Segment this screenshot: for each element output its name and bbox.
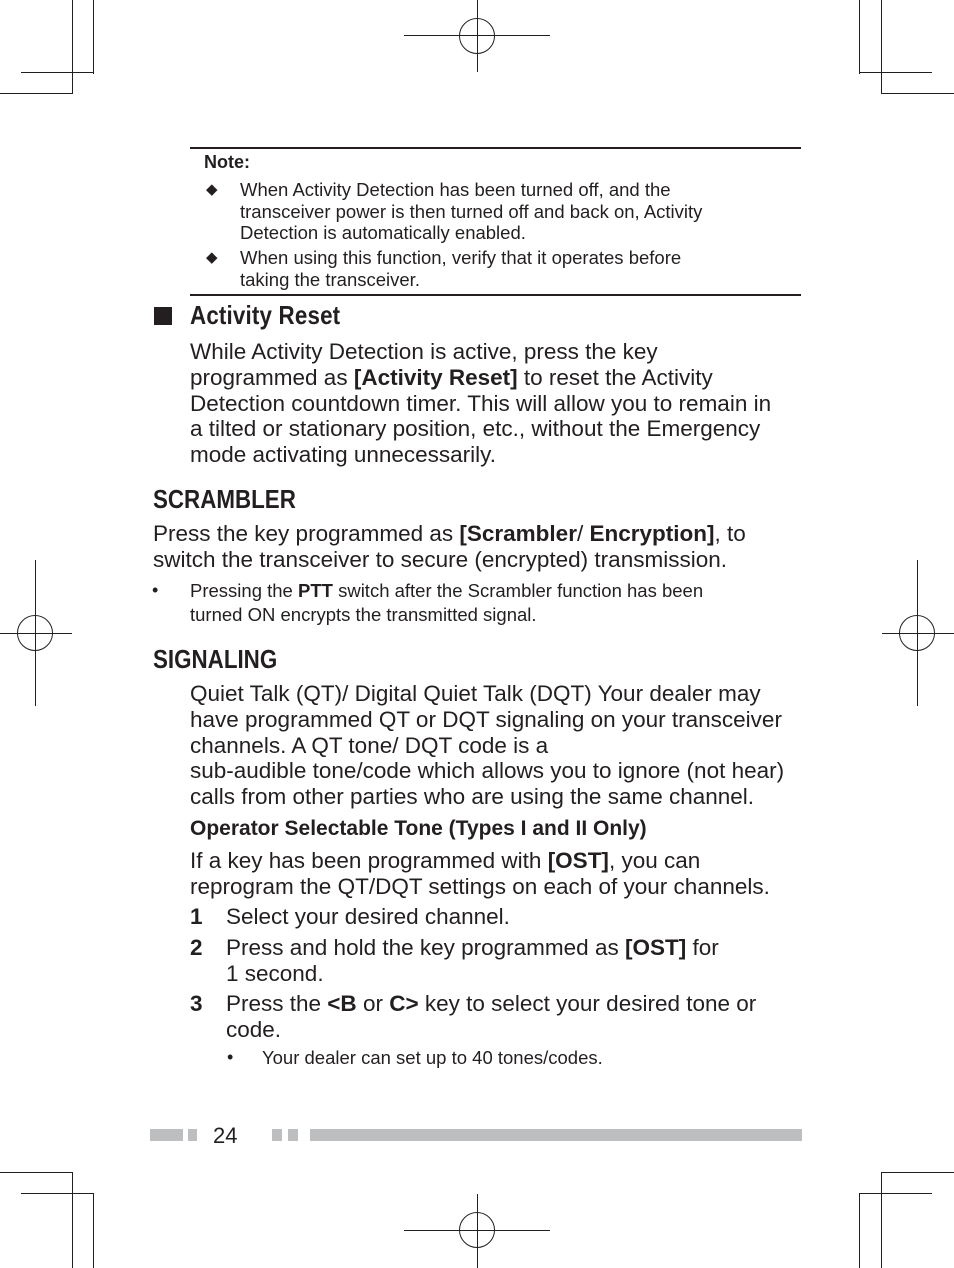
footer-bar [310,1129,802,1141]
ptt-key: PTT [297,580,333,601]
step-number: 1 [190,904,203,929]
bullet-icon: • [227,1047,234,1067]
step-text: Press and hold the key programmed as [OST] for 1 second. [226,935,719,986]
activity-reset-heading: Activity Reset [190,300,341,330]
diamond-bullet-icon: ◆ [206,181,218,198]
b-key: <B [327,991,357,1016]
scrambler-paragraph: Press the key programmed as [Scrambler/ Encryption], to switch the transceiver to secure (encrypted) transmission. [153,521,746,572]
activity-reset-key: [Activity Reset] [353,364,518,390]
scrambler-note: Pressing the PTT switch after the Scrambler function has been turned ON encrypts the transmitted signal. [190,580,704,625]
activity-reset-paragraph: While Activity Detection is active, press the key programmed as [Activity Reset] to reset the Activity Detection countdown timer. This will allow you to remain in a tilted or stationary position, etc., without the Emergency mode activating unnecessarily. [190,339,772,468]
step-number: 3 [190,991,203,1016]
step-note: Your dealer can set up to 40 tones/codes. [262,1047,603,1068]
note-item-text: When Activity Detection has been turned off, and the transceiver power is then turned off and back on, Activity Detection is automatically enabled. [240,179,703,243]
footer-bar-segment [188,1129,197,1141]
scrambler-heading: SCRAMBLER [153,484,296,514]
step-number: 2 [190,935,203,960]
bullet-icon: • [152,580,159,600]
step-text: Press the <B or C> key to select your desired tone or code. [226,991,757,1042]
step-text: Select your desired channel. [226,904,510,929]
encryption-key: Encryption] [589,521,715,546]
footer-bar-segment [272,1129,282,1141]
section-square-icon [154,307,172,325]
note-box [190,147,801,296]
ost-paragraph: If a key has been programmed with [OST], you can reprogram the QT/DQT settings on each of your channels. [190,848,770,899]
signaling-paragraph: Quiet Talk (QT)/ Digital Quiet Talk (DQT) Your dealer may have programmed QT or DQT signaling on your transceiver channels. A QT tone/ DQT code is a sub-audible tone/code which allows you to ignore (not hear) calls from other parties who are using the same channel. [190,681,785,810]
scrambler-key: [Scrambler [459,521,577,546]
note-item-text: When using this function, verify that it operates before taking the transceiver. [240,247,682,290]
operator-selectable-tone-heading: Operator Selectable Tone (Types I and II Only) [190,817,647,840]
footer-bar-segment [288,1129,298,1141]
note-title: Note: [204,152,250,172]
ost-key: [OST] [547,848,609,873]
footer-bar-segment [150,1129,183,1141]
signaling-heading: SIGNALING [153,644,278,674]
diamond-bullet-icon: ◆ [206,249,218,266]
ost-key: [OST] [624,935,687,960]
page-number: 24 [213,1123,238,1148]
c-key: C> [389,991,419,1016]
